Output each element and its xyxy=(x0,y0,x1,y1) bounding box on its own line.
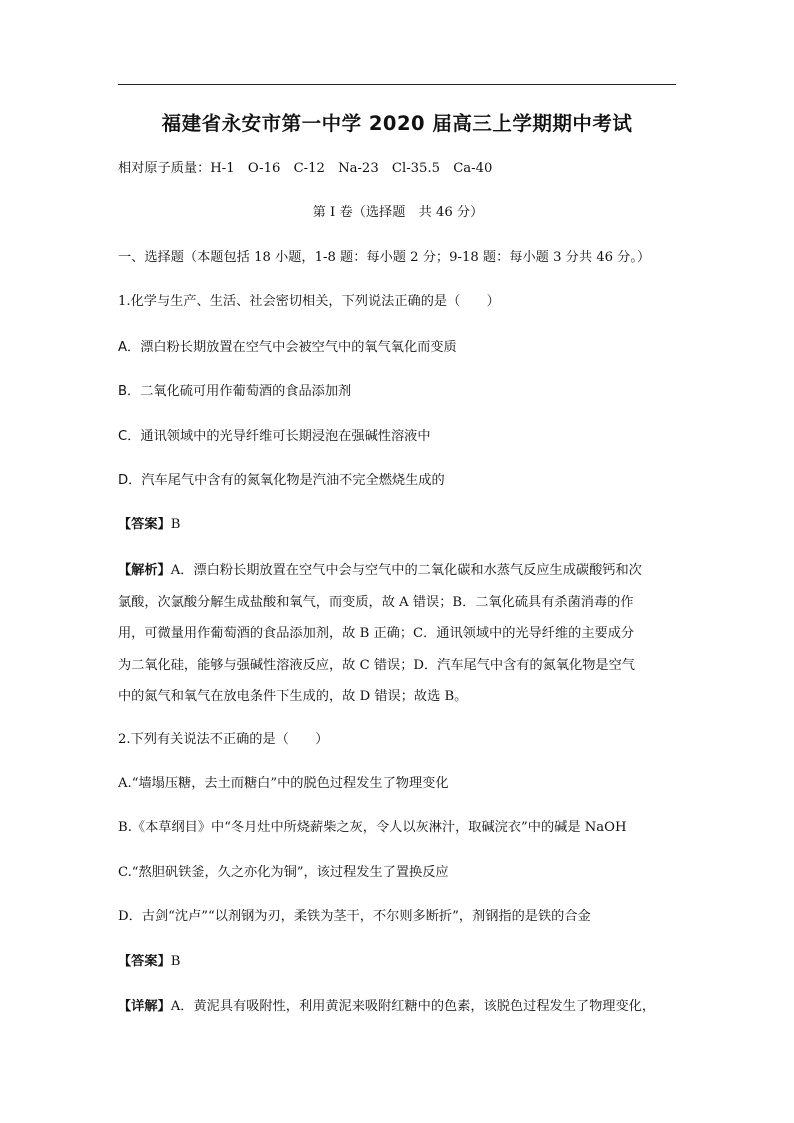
analysis-line: 中的氮气和氧气在放电条件下生成的，故 D 错误；故选 B。 xyxy=(118,689,468,704)
analysis-line: 【解析】A．漂白粉长期放置在空气中会与空气中的二氧化碳和水蒸气反应生成碳酸钙和次 xyxy=(118,563,642,578)
question-1-analysis xyxy=(118,555,678,713)
analysis-line: 用，可微量用作葡萄酒的食品添加剂，故 B 正确；C．通讯领域中的光导纤维的主要成分 xyxy=(118,626,635,641)
question-1-option-c: C．通讯领域中的光导纤维可长期浸泡在强碱性溶液中 xyxy=(118,429,431,444)
analysis-line: 氯酸，次氯酸分解生成盐酸和氧气，而变质，故 A 错误；B．二氧化硫具有杀菌消毒的作 xyxy=(118,594,634,610)
header-rule xyxy=(118,84,676,85)
section-heading: 一、选择题（本题包括 18 小题，1-8 题：每小题 2 分；9-18 题：每小题 3 分共 46 分。） xyxy=(118,250,651,265)
question-2-detail: 【详解】A．黄泥具有吸附性，利用黄泥来吸附红糖中的色素，该脱色过程发生了物理变化， xyxy=(118,999,656,1014)
question-2-stem: 2.下列有关说法不正确的是（ ） xyxy=(118,732,329,747)
question-1-answer xyxy=(118,517,678,533)
question-2-option-c: C.“熬胆矾铁釜，久之亦化为铜”，该过程发生了置换反应 xyxy=(118,865,449,880)
question-2-option-b: B.《本草纲目》中“冬月灶中所烧薪柴之灰，令人以灰淋汁，取碱浣衣”中的碱是 NaOH xyxy=(118,820,627,835)
page-title: 福建省永安市第一中学 2020 届高三上学期期中考试 xyxy=(161,112,633,135)
detail-label: 【详解】 xyxy=(118,999,171,1014)
analysis-label: 【解析】 xyxy=(118,563,171,578)
answer-value: B xyxy=(170,954,181,969)
question-1-stem: 1.化学与生产、生活、社会密切相关，下列说法正确的是（ ） xyxy=(118,294,500,309)
question-1-option-a: A．漂白粉长期放置在空气中会被空气中的氧气氧化而变质 xyxy=(118,340,457,355)
analysis-line: 为二氧化硅，能够与强碱性溶液反应，故 C 错误；D．汽车尾气中含有的氮氧化物是空气 xyxy=(118,657,635,673)
atomic-masses: 相对原子质量：H-1 O-16 C-12 Na-23 Cl-35.5 Ca-40 xyxy=(118,161,493,176)
answer-label: 【答案】 xyxy=(118,517,171,532)
question-1-option-b: B．二氧化硫可用作葡萄酒的食品添加剂 xyxy=(118,384,352,399)
question-2-option-a: A.“墙塌压糖，去土而糖白”中的脱色过程发生了物理变化 xyxy=(118,776,449,791)
question-2-answer xyxy=(118,954,678,970)
question-2-option-d: D．古剑“沈卢”“以剂钢为刃，柔铁为茎干，不尔则多断折”，剂钢指的是铁的合金 xyxy=(118,909,591,924)
answer-label: 【答案】 xyxy=(118,954,171,969)
volume-heading: 第 I 卷（选择题 共 46 分） xyxy=(312,205,484,220)
question-1-option-d: D．汽车尾气中含有的氮氧化物是汽油不完全燃烧生成的 xyxy=(118,473,445,488)
answer-value: B xyxy=(170,517,181,532)
